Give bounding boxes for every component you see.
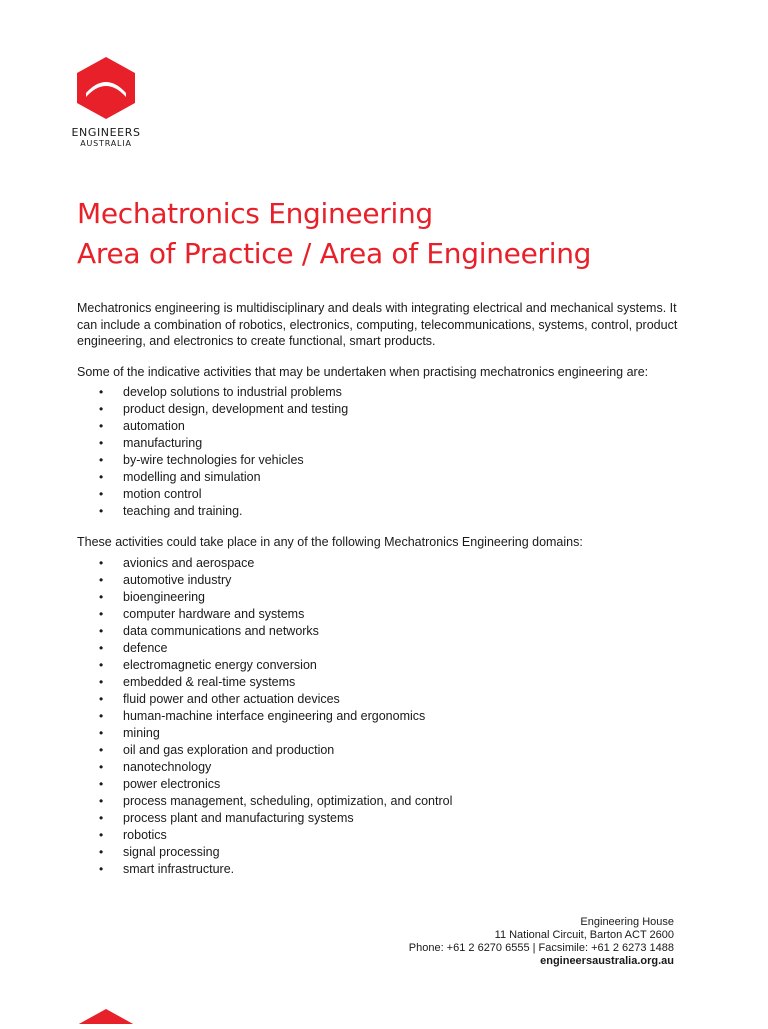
list-item: • signal processing (77, 844, 697, 861)
footer-contact: Phone: +61 2 6270 6555 | Facsimile: +61 2 6273 1488 (408, 942, 674, 954)
list-item: • develop solutions to industrial problems (77, 384, 697, 401)
list-item: • fluid power and other actuation devices (77, 691, 697, 708)
footer-website-link[interactable]: engineersaustralia.org.au (540, 955, 674, 967)
list-item: • data communications and networks (77, 623, 697, 640)
list-item: • avionics and aerospace (77, 555, 697, 572)
list-item: • manufacturing (77, 435, 697, 452)
list-item: • robotics (77, 827, 697, 844)
list-item: • bioengineering (77, 589, 697, 606)
list-item: • smart infrastructure. (77, 861, 697, 878)
list-item: • mining (77, 725, 697, 742)
list-item: • electromagnetic energy conversion (77, 657, 697, 674)
list-item: • automation (77, 418, 697, 435)
title-line1: Mechatronics Engineering (77, 197, 433, 230)
activities-list (77, 384, 697, 520)
title-line2: Area of Practice / Area of Engineering (77, 237, 592, 270)
list-item: • by-wire technologies for vehicles (77, 452, 697, 469)
footer-address-block (409, 916, 674, 968)
red-hexagon-logo-icon (76, 56, 136, 120)
list-item: • nanotechnology (77, 759, 697, 776)
list-item: • embedded & real-time systems (77, 674, 697, 691)
list-item: • modelling and simulation (77, 469, 697, 486)
list-item: • motion control (77, 486, 697, 503)
bottom-hexagon-icon (76, 1008, 136, 1029)
brand-name-line2: AUSTRALIA (80, 139, 132, 148)
list-item: • teaching and training. (77, 503, 697, 520)
body-content (77, 300, 697, 878)
intro-paragraph: Mechatronics engineering is multidisciplinary and deals with integrating electrical and mechanical systems. It can include a combination of robotics, electronics, computing, telecommunications, systems, control, product engineering, and electronics to create functional, smart products. (77, 301, 678, 348)
list-item: • human-machine interface engineering and ergonomics (77, 708, 697, 725)
engineers-australia-logo (66, 56, 146, 149)
footer-building: Engineering House (580, 916, 674, 928)
list-item: • power electronics (77, 776, 697, 793)
list-item: • oil and gas exploration and production (77, 742, 697, 759)
list-item: • computer hardware and systems (77, 606, 697, 623)
page-title (77, 194, 591, 274)
activities-lead: Some of the indicative activities that may be undertaken when practising mechatronics engineering are: (77, 364, 649, 379)
list-item: • defence (77, 640, 697, 657)
footer-address: 11 National Circuit, Barton ACT 2600 (494, 929, 674, 941)
list-item: • automotive industry (77, 572, 697, 589)
list-item: • product design, development and testing (77, 401, 697, 418)
domains-lead: These activities could take place in any of the following Mechatronics Engineering domains: (77, 535, 583, 549)
brand-name-line1: ENGINEERS (71, 126, 141, 139)
list-item: • process plant and manufacturing systems (77, 810, 697, 827)
list-item: • process management, scheduling, optimization, and control (77, 793, 697, 810)
domains-list (77, 555, 697, 878)
